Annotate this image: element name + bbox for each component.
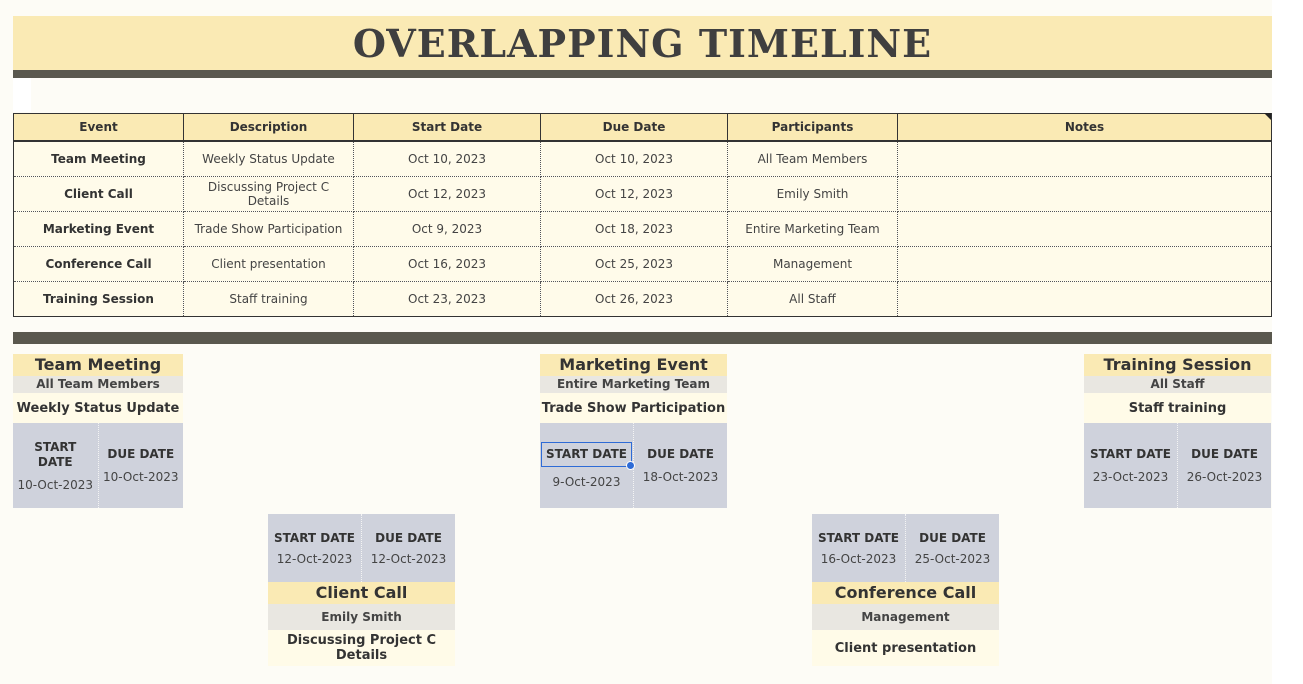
start-date-col[interactable] [540, 423, 633, 508]
start-date-label: START DATE [1090, 447, 1171, 461]
cell-start-date[interactable]: Oct 16, 2023 [354, 247, 541, 282]
cell-description[interactable]: Trade Show Participation [184, 212, 354, 247]
start-date-value: 23-Oct-2023 [1092, 470, 1169, 484]
cell-notes[interactable] [898, 212, 1272, 247]
cell-start-date[interactable]: Oct 23, 2023 [354, 282, 541, 317]
card-dates [1084, 423, 1271, 508]
card-title[interactable]: Client Call [268, 582, 455, 604]
fill-handle-icon[interactable] [626, 461, 635, 470]
card-title[interactable]: Training Session [1084, 354, 1271, 376]
cell-participants[interactable]: Emily Smith [728, 177, 898, 212]
table-row [14, 212, 1272, 247]
col-header-start-date[interactable]: Start Date [354, 114, 541, 142]
cell-event[interactable]: Marketing Event [14, 212, 184, 247]
cell-start-date[interactable]: Oct 9, 2023 [354, 212, 541, 247]
card-description[interactable]: Trade Show Participation [540, 393, 727, 423]
timeline-card-team-meeting [13, 354, 183, 508]
cell-due-date[interactable]: Oct 12, 2023 [541, 177, 728, 212]
cell-description[interactable]: Weekly Status Update [184, 141, 354, 177]
due-date-col[interactable] [905, 514, 999, 582]
card-title[interactable]: Conference Call [812, 582, 999, 604]
card-participants[interactable]: Emily Smith [268, 604, 455, 630]
timeline-card-conference-call [812, 514, 999, 666]
timeline-card-marketing-event [540, 354, 727, 508]
timeline-card-training-session [1084, 354, 1271, 508]
selected-cell[interactable] [541, 442, 632, 467]
start-date-label: START DATE [34, 439, 77, 469]
card-description[interactable]: Weekly Status Update [13, 393, 183, 423]
card-participants[interactable]: Management [812, 604, 999, 630]
due-date-label: DUE DATE [375, 530, 442, 545]
due-date-value: 10-Oct-2023 [102, 470, 179, 484]
start-date-label: START DATE [818, 530, 899, 545]
due-date-value: 26-Oct-2023 [1186, 470, 1263, 484]
due-date-label: DUE DATE [1191, 447, 1258, 461]
cell-event[interactable]: Training Session [14, 282, 184, 317]
card-dates [812, 514, 999, 582]
col-header-due-date[interactable]: Due Date [541, 114, 728, 142]
col-header-notes[interactable]: Notes [898, 114, 1272, 142]
table-corner-marker-icon [1264, 113, 1271, 120]
start-date-value: 12-Oct-2023 [276, 551, 353, 566]
start-date-col[interactable] [812, 514, 905, 582]
start-date-col[interactable] [1084, 423, 1177, 508]
start-date-col[interactable] [13, 423, 98, 508]
cell-due-date[interactable]: Oct 25, 2023 [541, 247, 728, 282]
cell-description[interactable]: Discussing Project C Details [184, 177, 354, 212]
header-divider [13, 70, 1272, 78]
table-row [14, 177, 1272, 212]
cell-event[interactable]: Team Meeting [14, 141, 184, 177]
col-header-event[interactable]: Event [14, 114, 184, 142]
cell-notes[interactable] [898, 177, 1272, 212]
card-participants[interactable]: Entire Marketing Team [540, 376, 727, 393]
cell-due-date[interactable]: Oct 26, 2023 [541, 282, 728, 317]
cell-participants[interactable]: All Staff [728, 282, 898, 317]
card-description[interactable]: Staff training [1084, 393, 1271, 423]
page-title: OVERLAPPING TIMELINE [352, 20, 933, 66]
due-date-value: 25-Oct-2023 [914, 551, 991, 566]
table-row [14, 141, 1272, 177]
col-header-participants[interactable]: Participants [728, 114, 898, 142]
cell-due-date[interactable]: Oct 18, 2023 [541, 212, 728, 247]
card-title[interactable]: Marketing Event [540, 354, 727, 376]
cell-due-date[interactable]: Oct 10, 2023 [541, 141, 728, 177]
due-date-label: DUE DATE [919, 530, 986, 545]
cell-notes[interactable] [898, 247, 1272, 282]
cell-notes[interactable] [898, 282, 1272, 317]
section-divider [13, 332, 1272, 344]
card-participants[interactable]: All Staff [1084, 376, 1271, 393]
table-row [14, 247, 1272, 282]
start-date-value: 10-Oct-2023 [17, 477, 94, 492]
due-date-value: 18-Oct-2023 [642, 470, 719, 484]
card-title[interactable]: Team Meeting [13, 354, 183, 376]
card-dates [540, 423, 727, 508]
start-date-value: 16-Oct-2023 [820, 551, 897, 566]
card-participants[interactable]: All Team Members [13, 376, 183, 393]
due-date-col[interactable] [361, 514, 455, 582]
title-banner [13, 16, 1272, 70]
cell-participants[interactable]: Management [728, 247, 898, 282]
due-date-value: 12-Oct-2023 [370, 551, 447, 566]
table-header-row [14, 114, 1272, 142]
col-header-description[interactable]: Description [184, 114, 354, 142]
start-date-col[interactable] [268, 514, 361, 582]
due-date-label: DUE DATE [107, 447, 175, 461]
events-table [13, 113, 1272, 317]
cell-description[interactable]: Client presentation [184, 247, 354, 282]
cell-event[interactable]: Client Call [14, 177, 184, 212]
cell-notes[interactable] [898, 141, 1272, 177]
cell-start-date[interactable]: Oct 12, 2023 [354, 177, 541, 212]
due-date-col[interactable] [98, 423, 184, 508]
timeline-card-client-call [268, 514, 455, 666]
card-dates [268, 514, 455, 582]
due-date-label: DUE DATE [647, 447, 714, 461]
due-date-col[interactable] [633, 423, 727, 508]
start-date-label: START DATE [546, 447, 627, 461]
start-date-value: 9-Oct-2023 [552, 475, 621, 489]
card-dates [13, 423, 183, 508]
cell-event[interactable]: Conference Call [14, 247, 184, 282]
card-description[interactable]: Discussing Project C Details [268, 630, 455, 666]
cell-start-date[interactable]: Oct 10, 2023 [354, 141, 541, 177]
table-row [14, 282, 1272, 317]
cell-participants[interactable]: Entire Marketing Team [728, 212, 898, 247]
due-date-col[interactable] [1177, 423, 1271, 508]
cell-description[interactable]: Staff training [184, 282, 354, 317]
blank-cell [13, 78, 31, 112]
cell-participants[interactable]: All Team Members [728, 141, 898, 177]
start-date-label: START DATE [274, 530, 355, 545]
card-description[interactable]: Client presentation [812, 630, 999, 666]
